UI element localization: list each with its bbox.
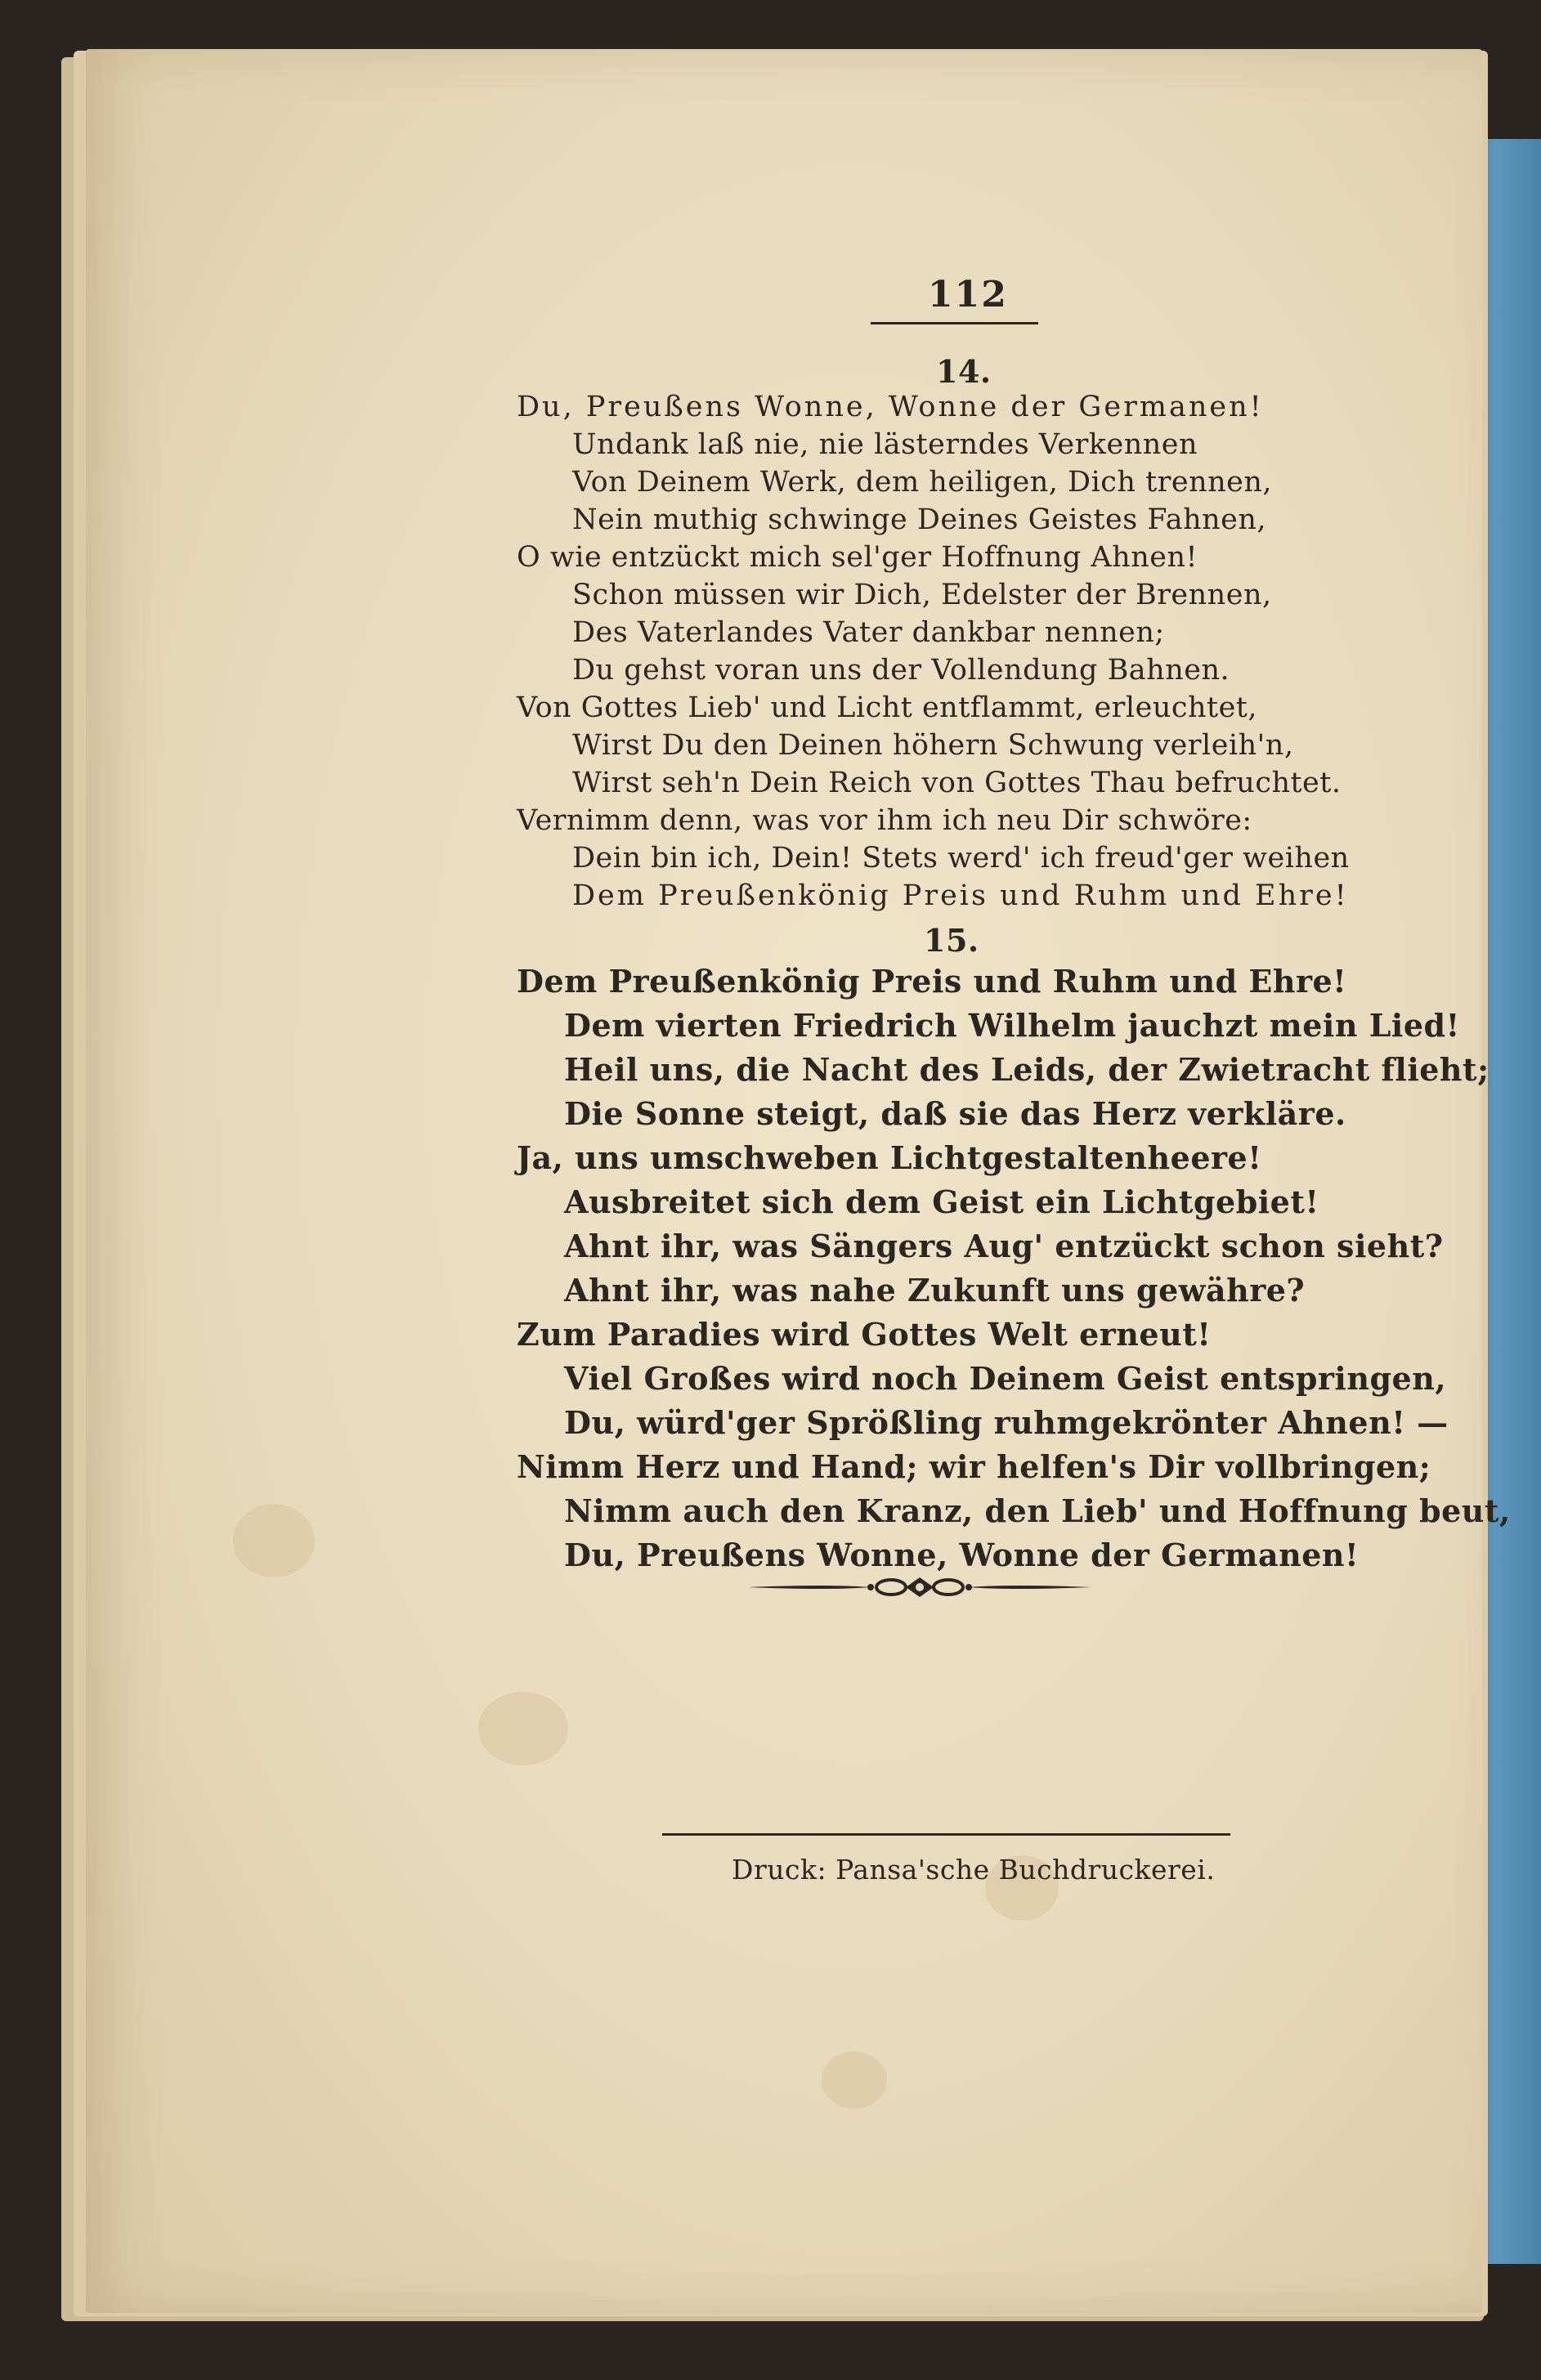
poem-15-line: Du, Preußens Wonne, Wonne der Germanen!	[564, 1537, 1360, 1573]
poem-15-line: Viel Großes wird noch Deinem Geist entspringen,	[564, 1360, 1447, 1397]
poem-14-line: Undank laß nie, nie lästerndes Verkennen	[572, 428, 1198, 461]
poem-15-line: Dem Preußenkönig Preis und Ruhm und Ehre!	[517, 963, 1347, 1000]
poem-14-line: Dein bin ich, Dein! Stets werd' ich freud'ger weihen	[572, 842, 1350, 875]
poem-14-line: Des Vaterlandes Vater dankbar nennen;	[572, 616, 1165, 649]
poem-14-line: Vernimm denn, was vor ihm ich neu Dir schwöre:	[517, 804, 1252, 837]
poem-14-line: Wirst seh'n Dein Reich von Gottes Thau befruchtet.	[572, 767, 1342, 799]
printer-imprint: Druck: Pansa'sche Buchdruckerei.	[732, 1854, 1216, 1886]
poem-15-line: Ausbreitet sich dem Geist ein Lichtgebiet!	[564, 1183, 1319, 1220]
poem-15-line: Zum Paradies wird Gottes Welt erneut!	[517, 1316, 1212, 1353]
ornament-divider	[748, 1571, 1091, 1604]
stain	[233, 1504, 315, 1577]
poem-15-line: Nimm auch den Kranz, den Lieb' und Hoffnung beut,	[564, 1492, 1511, 1529]
poem-14-number: 14.	[936, 353, 992, 390]
poem-14-line: Du, Preußens Wonne, Wonne der Germanen!	[517, 391, 1264, 423]
poem-14-line: Von Gottes Lieb' und Licht entflammt, erleuchtet,	[517, 691, 1257, 724]
poem-14-line: Schon müssen wir Dich, Edelster der Brennen,	[572, 579, 1272, 611]
book-page	[86, 49, 1482, 2313]
poem-14-line: Von Deinem Werk, dem heiligen, Dich trennen,	[572, 466, 1273, 499]
poem-15-line: Die Sonne steigt, daß sie das Herz verkläre.	[564, 1095, 1346, 1132]
poem-14-line: O wie entzückt mich sel'ger Hoffnung Ahnen!	[517, 541, 1198, 574]
poem-14-line: Dem Preußenkönig Preis und Ruhm und Ehre!	[572, 879, 1349, 912]
poem-15-line: Nimm Herz und Hand; wir helfen's Dir vollbringen;	[517, 1448, 1431, 1485]
poem-14-line: Nein muthig schwinge Deines Geistes Fahnen,	[572, 503, 1267, 536]
poem-15-line: Ja, uns umschweben Lichtgestaltenheere!	[517, 1139, 1262, 1176]
poem-15-line: Ahnt ihr, was nahe Zukunft uns gewähre?	[564, 1272, 1306, 1309]
footer-rule	[662, 1833, 1230, 1836]
stain	[822, 2051, 887, 2109]
poem-15-line: Dem vierten Friedrich Wilhelm jauchzt mein Lied!	[564, 1007, 1460, 1044]
page-number: 112	[928, 274, 1008, 315]
stain	[478, 1692, 568, 1765]
poem-14-line: Wirst Du den Deinen höhern Schwung verleih'n,	[572, 729, 1294, 762]
poem-15-line: Du, würd'ger Sprößling ruhmgekrönter Ahnen! —	[564, 1404, 1449, 1441]
header-rule	[871, 322, 1038, 324]
poem-15-line: Heil uns, die Nacht des Leids, der Zwietracht flieht;	[564, 1051, 1489, 1088]
poem-14-line: Du gehst voran uns der Vollendung Bahnen.	[572, 654, 1230, 687]
poem-15-number: 15.	[924, 922, 979, 959]
poem-15-line: Ahnt ihr, was Sängers Aug' entzückt schon sieht?	[564, 1228, 1444, 1264]
